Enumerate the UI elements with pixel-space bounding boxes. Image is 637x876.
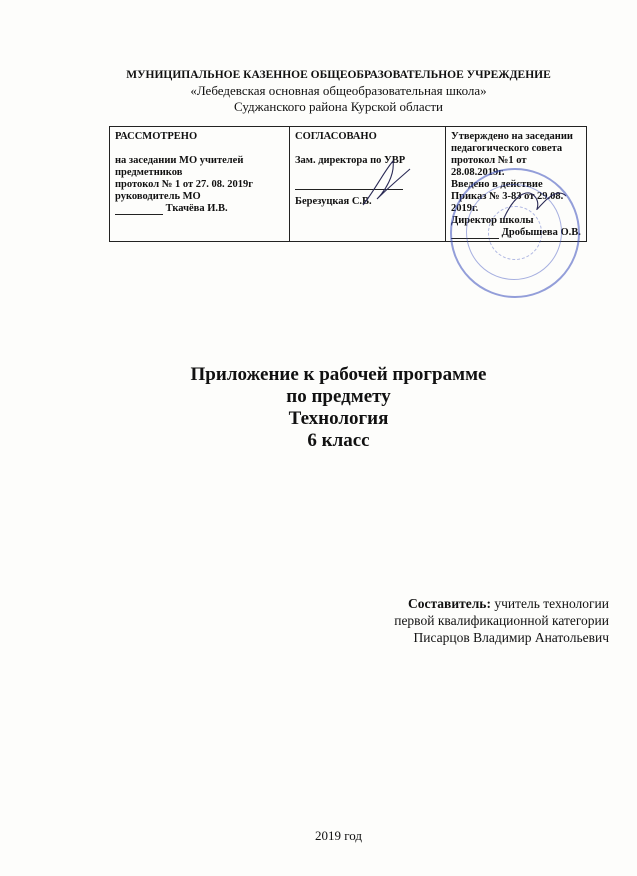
title-line-1: Приложение к рабочей программе: [190, 364, 487, 385]
header-line-3: Суджанского района Курской области: [233, 99, 444, 114]
author-line-3: Писарцов Владимир Анатольевич: [413, 630, 609, 645]
agreed-signer: Березуцкая С.В.: [295, 196, 372, 207]
agreed-cell: [290, 127, 446, 242]
header-line-2: «Лебедевская основная общеобразовательная школа»: [190, 83, 487, 98]
approved-line-3: Введено в действие: [451, 179, 543, 190]
considered-line-2: протокол № 1 от 27. 08. 2019г: [115, 179, 254, 190]
agreed-heading: СОГЛАСОВАНО: [295, 131, 377, 142]
agreed-line-1: Зам. директора по УВР: [295, 155, 406, 166]
author-label: Составитель:: [408, 596, 491, 611]
approved-signer: Дробышева О.В.: [499, 227, 581, 238]
author-line-1: [394, 595, 609, 612]
approved-line-4: Приказ № 3-83 от 29.08. 2019г.: [451, 191, 564, 214]
considered-heading: РАССМОТРЕНО: [115, 131, 198, 142]
author-block: [394, 595, 609, 646]
considered-cell: [110, 127, 290, 242]
approved-line-2: протокол №1 от 28.08.2019г.: [451, 155, 527, 178]
approved-line-1: Утверждено на заседании педагогического совета: [451, 131, 573, 154]
author-line-2: первой квалификационной категории: [394, 613, 609, 628]
year-text: 2019 год: [315, 828, 362, 843]
title-line-4: 6 класс: [307, 430, 370, 451]
considered-signature-row: [115, 203, 285, 215]
title-line-2: по предмету: [286, 386, 391, 407]
school-stamp-icon: [450, 168, 580, 298]
school-header: [0, 68, 637, 115]
header-line-1: МУНИЦИПАЛЬНОЕ КАЗЕННОЕ ОБЩЕОБРАЗОВАТЕЛЬНОЕ УЧРЕЖДЕНИЕ: [126, 69, 551, 81]
footer-year: [0, 828, 637, 844]
document-title: [0, 364, 637, 452]
approved-line-5: Директор школы: [451, 215, 534, 226]
signature-line: [115, 204, 163, 215]
considered-line-1: на заседании МО учителей предметников: [115, 155, 244, 178]
considered-signer: Ткачёва И.В.: [163, 203, 228, 214]
signature-line: [295, 189, 403, 190]
title-line-3: Технология: [288, 408, 389, 429]
considered-line-3: руководитель МО: [115, 191, 201, 202]
author-role: учитель технологии: [490, 596, 609, 611]
